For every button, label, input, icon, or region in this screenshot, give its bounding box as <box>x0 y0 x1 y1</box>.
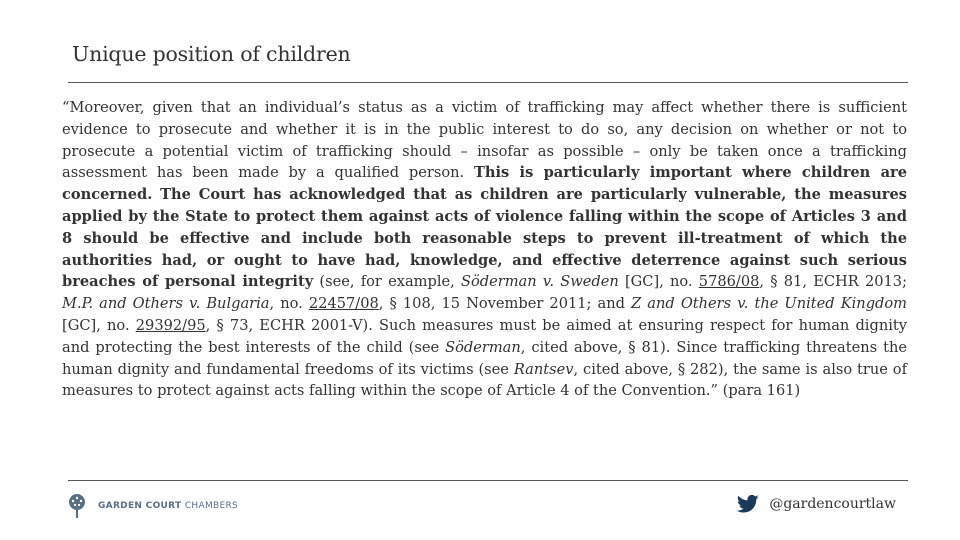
application-number-link[interactable]: 22457/08 <box>308 295 379 313</box>
quote-text: (see, for example, <box>313 273 461 291</box>
case-name: Rantsev <box>513 360 574 378</box>
quote-text: [GC], no. <box>618 273 699 291</box>
quote-text: , § 108, 15 November 2011; and <box>378 295 632 313</box>
case-name: Z and Others v. the United Kingdom <box>631 295 907 313</box>
logo-wordmark-light: CHAMBERS <box>184 501 239 511</box>
tree-icon <box>66 493 88 519</box>
case-name: Söderman <box>445 338 521 356</box>
quote-text: , § 81, ECHR 2013; <box>759 273 907 291</box>
application-number-link[interactable]: 5786/08 <box>698 273 760 291</box>
slide-title: Unique position of children <box>72 42 351 66</box>
logo-wordmark <box>98 501 238 511</box>
quote-text: , no. <box>269 295 309 313</box>
quote-emphasis: This is particularly important where children are concerned. The Court has acknowledged that as children are particularly vulnerable, the measures applied by the State to protect them against acts of violence falling within the scope of Articles 3 and 8 should be effective and include both reasonable steps to prevent ill-treatment of which the authorities had, or ought to have had, knowledge, and effective deterrence against such serious breaches of personal integrity <box>62 164 908 291</box>
case-name: Söderman v. Sweden <box>460 273 619 291</box>
social-handle[interactable] <box>737 494 896 514</box>
quote-text: , cited above, § 282), the same is also true of measures to protect against acts falling within the scope of Article 4 of the Convention.” (para 161) <box>62 360 907 400</box>
quote-text: , § 73, ECHR 2001-V). Such measures must be aimed at ensuring respect for human dignity and protecting the best interests of the child (see <box>62 316 907 356</box>
application-number-link[interactable]: 29392/95 <box>135 316 206 334</box>
quote-paragraph <box>62 97 907 402</box>
twitter-icon <box>737 494 759 514</box>
logo-wordmark-bold: GARDEN COURT <box>98 501 185 511</box>
quote-text: , cited above, § 81). Since trafficking threatens the human dignity and fundamental freedoms of its victims (see <box>62 338 907 378</box>
bottom-divider <box>68 480 908 481</box>
twitter-handle: @gardencourtlaw <box>769 496 896 512</box>
top-divider <box>68 82 908 83</box>
quote-intro: “Moreover, given that an individual’s status as a victim of trafficking may affect whether there is sufficient evidence to prosecute and whether it is in the public interest to do so, any decision on whether or not to prosecute a potential victim of trafficking should – insofar as possible – only be taken once a trafficking assessment has been made by a qualified person. <box>62 99 907 182</box>
quote-text: [GC], no. <box>62 316 136 334</box>
chambers-logo <box>66 493 238 519</box>
case-name: M.P. and Others v. Bulgaria <box>62 295 270 313</box>
